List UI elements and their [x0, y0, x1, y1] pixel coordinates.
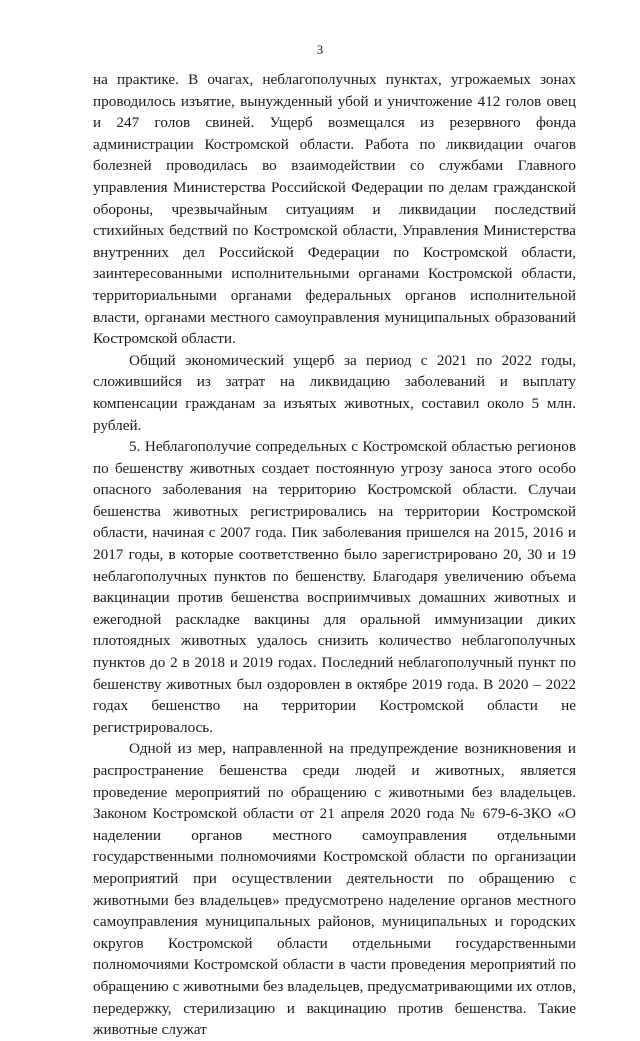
paragraph: 5. Неблагополучие сопредельных с Костромской областью регионов по бешенству животных создает постоянную угрозу заноса этого особо опасного заболевания на территорию Костромской области. Случаи бешенства животных регистрировались на территории Костромской области, начиная с 2007 года. Пик заболевания пришелся на 2015, 2016 и 2017 годы, в которые соответственно было зарегистрировано 20, 30 и 19 неблагополучных пунктов по бешенству. Благодаря увеличению объема вакцинации против бешенства восприимчивых домашних животных и ежегодной раскладке вакцины для оральной иммунизации диких плотоядных животных удалось снизить количество неблагополучных пунктов до 2 в 2018 и 2019 годах. Последний неблагополучный пункт по бешенству животных был оздоровлен в октябре 2019 года. В 2020 – 2022 годах бешенство на территории Костромской области не регистрировалось.	[93, 438, 576, 736]
paragraph: Одной из мер, направленной на предупреждение возникновения и распространение бешенства среди людей и животных, является проведение мероприятий по обращению с животными без владельцев. Законом Костромской области от 21 апреля 2020 года № 679-6-ЗКО «О наделении органов местного самоуправления отдельными государственными полномочиями Костромской области по организации мероприятий при осуществлении деятельности по обращению с животными без владельцев» предусмотрено наделение органов местного самоуправления муниципальных районов, муниципальных и городских округов Костромской области отдельными государственными полномочиями Костромской области в части проведения мероприятий по обращению с животными без владельцев, предусматривающими их отлов, передержку, стерилизацию и вакцинацию против бешенства. Такие животные служат	[93, 740, 576, 1039]
paragraph: Общий экономический ущерб за период с 2021 по 2022 годы, сложившийся из затрат на ликвидацию заболеваний и выплату компенсации гражданам за изъятых животных, составил около 5 млн. рублей.	[93, 351, 576, 434]
page-number: 3	[316, 43, 324, 57]
paragraph: на практике. В очагах, неблагополучных пунктах, угрожаемых зонах проводилось изъятие, вынужденный убой и уничтожение 412 голов овец и 247 голов свиней. Ущерб возмещался из резервного фонда администрации Костромской области. Работа по ликвидации очагов болезней проводилась во взаимодействии со службами Главного управления Министерства Российской Федерации по делам гражданской обороны, чрезвычайным ситуациям и ликвидации последствий стихийных бедствий по Костромской области, Управления Министерства внутренних дел Российской Федерации по Костромской области, заинтересованными исполнительными органами Костромской области, территориальными органами федеральных органов исполнительной власти, органами местного самоуправления муниципальных образований Костромской области.	[93, 71, 576, 348]
document-body	[93, 69, 576, 1041]
